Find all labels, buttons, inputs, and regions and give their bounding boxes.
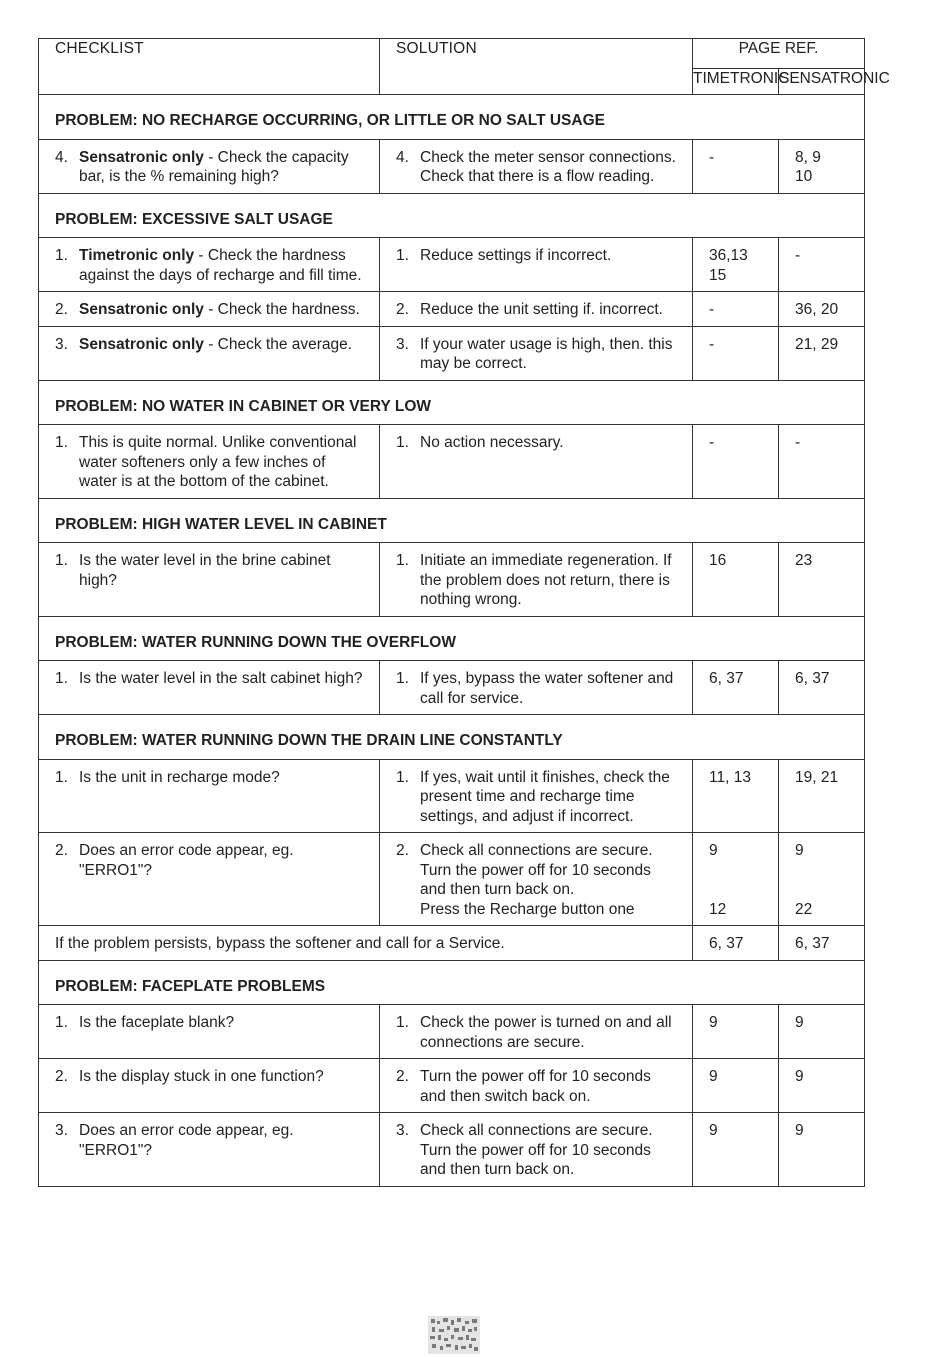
table-row (39, 292, 865, 327)
checklist-text (79, 768, 367, 788)
page-ref-value: 9 (795, 1068, 804, 1085)
section-heading-row (39, 95, 865, 140)
page-ref-value: 6, 37 (709, 670, 744, 687)
sensatronic-ref-cell (779, 238, 865, 292)
checklist-cell (39, 543, 380, 617)
solution-cell (380, 833, 693, 926)
page-ref-value: 23 (795, 552, 813, 569)
page-ref-value: 9 (795, 842, 804, 859)
sensatronic-ref-cell (779, 292, 865, 327)
item-number: 2. (55, 1068, 68, 1085)
sensatronic-ref-cell (779, 759, 865, 833)
section-title: PROBLEM: FACEPLATE PROBLEMS (39, 960, 865, 1005)
check-description: Is the display stuck in one function? (79, 1068, 324, 1085)
checklist-header: CHECKLIST (39, 39, 380, 95)
check-description: Is the faceplate blank? (79, 1014, 235, 1031)
page-ref-value: 16 (709, 552, 727, 569)
solution-line: Turn the power off for 10 seconds and then switch back on. (420, 1068, 651, 1105)
page-ref-value: 9 (709, 1014, 718, 1031)
timetronic-ref-cell (693, 292, 779, 327)
timetronic-ref-cell (693, 543, 779, 617)
check-description: Does an error code appear, eg. "ERRO1"? (79, 842, 294, 879)
timetronic-ref-cell (693, 833, 779, 926)
checklist-text (79, 335, 367, 355)
solution-cell (380, 139, 693, 193)
sensatronic-ref-cell (779, 543, 865, 617)
table-row (39, 425, 865, 499)
solution-line: Press the Recharge button one (420, 900, 635, 918)
ref-spacer (709, 861, 770, 900)
sensatronic-ref-cell (779, 661, 865, 715)
table-row (39, 1059, 865, 1113)
page-ref-value: 15 (709, 266, 727, 284)
item-number: 1. (55, 768, 68, 786)
section-title: PROBLEM: WATER RUNNING DOWN THE DRAIN LINE CONSTANTLY (39, 715, 865, 760)
solution-line: If yes, bypass the water softener and call for service. (420, 670, 674, 707)
item-number: 2. (396, 1068, 409, 1085)
checklist-cell (39, 759, 380, 833)
solution-cell (380, 1059, 693, 1113)
note-text: If the problem persists, bypass the softener and call for a Service. (39, 926, 693, 961)
model-qualifier: Sensatronic only (79, 148, 204, 166)
sensatronic-ref-cell (779, 139, 865, 193)
item-number: 2. (396, 842, 409, 859)
solution-line: Turn the power off for 10 seconds and then turn back on. (420, 861, 651, 898)
table-row (39, 326, 865, 380)
solution-line: Initiate an immediate regeneration. If the problem does not return, there is nothing wrong. (420, 552, 672, 608)
ref-spacer (795, 861, 856, 900)
solution-text (420, 300, 680, 320)
section-heading-row (39, 715, 865, 760)
solution-cell (380, 1113, 693, 1187)
sensatronic-ref-cell (779, 1005, 865, 1059)
troubleshooting-sheet (38, 38, 890, 1187)
page-ref-value: 19, 21 (795, 768, 839, 786)
checklist-text (79, 841, 367, 880)
solution-text (420, 246, 680, 266)
solution-cell (380, 292, 693, 327)
checklist-text (79, 1013, 367, 1033)
solution-text (420, 669, 680, 708)
section-title: PROBLEM: EXCESSIVE SALT USAGE (39, 193, 865, 238)
solution-line: Reduce the unit setting if. incorrect. (420, 301, 663, 318)
item-number: 1. (55, 670, 68, 687)
table-row (39, 661, 865, 715)
sensatronic-ref-cell (779, 1059, 865, 1113)
timetronic-ref-cell (693, 326, 779, 380)
item-number: 1. (396, 247, 409, 264)
section-heading-row (39, 380, 865, 425)
timetronic-ref-cell: 6, 37 (693, 926, 779, 961)
sensatronic-ref-cell (779, 425, 865, 499)
model-qualifier: Sensatronic only (79, 301, 204, 318)
checklist-text (79, 300, 367, 320)
section-title: PROBLEM: NO RECHARGE OCCURRING, OR LITTLE OR NO SALT USAGE (39, 95, 865, 140)
page-ref-value: - (709, 301, 715, 318)
table-row (39, 1113, 865, 1187)
checklist-cell (39, 1005, 380, 1059)
section-title: PROBLEM: HIGH WATER LEVEL IN CABINET (39, 498, 865, 543)
troubleshooting-table (38, 38, 890, 1187)
section-heading-row (39, 193, 865, 238)
page-number-stamp (428, 1316, 480, 1354)
solution-text (420, 433, 680, 453)
check-description: Does an error code appear, eg. "ERRO1"? (79, 1122, 294, 1159)
timetronic-ref-cell (693, 661, 779, 715)
page-ref-value: 10 (795, 168, 813, 185)
solution-text (420, 768, 680, 827)
solution-cell (380, 543, 693, 617)
model-qualifier: Timetronic only (79, 247, 195, 264)
table-row (39, 833, 865, 926)
page-ref-value: 12 (709, 900, 727, 918)
page-ref-value: 9 (709, 842, 718, 859)
solution-line: Check that there is a flow reading. (420, 168, 655, 185)
page-ref-value: - (709, 434, 715, 451)
solution-line: If yes, wait until it finishes, check the present time and recharge time settings, and adjust if incorrect. (420, 768, 670, 825)
check-description: - Check the average. (203, 335, 353, 353)
section-title: PROBLEM: NO WATER IN CABINET OR VERY LOW (39, 380, 865, 425)
item-number: 4. (55, 148, 68, 166)
timetronic-ref-cell (693, 139, 779, 193)
page-ref-value: 36, 20 (795, 301, 839, 318)
sensatronic-ref-cell (779, 1113, 865, 1187)
solution-line: No action necessary. (420, 434, 564, 451)
table-row (39, 543, 865, 617)
solution-cell (380, 425, 693, 499)
item-number: 2. (55, 842, 68, 859)
item-number: 2. (55, 301, 68, 318)
checklist-cell (39, 833, 380, 926)
check-description: - Check the hardness against the days of recharge and fill time. (79, 247, 362, 284)
checklist-cell (39, 425, 380, 499)
solution-text (420, 148, 680, 187)
timetronic-ref-cell (693, 759, 779, 833)
page-ref-value: 9 (709, 1122, 718, 1139)
checklist-text (79, 148, 367, 187)
item-number: 2. (396, 301, 409, 318)
item-number: 1. (396, 768, 409, 786)
section-title: PROBLEM: WATER RUNNING DOWN THE OVERFLOW (39, 616, 865, 661)
solution-cell (380, 661, 693, 715)
checklist-text (79, 433, 367, 492)
check-description: Is the water level in the brine cabinet high? (79, 552, 331, 589)
page-ref-value: - (795, 247, 801, 264)
table-row (39, 1005, 865, 1059)
page-ref-value: - (709, 148, 715, 166)
solution-text (420, 551, 680, 610)
checklist-text (79, 246, 367, 285)
solution-line: Check the meter sensor connections. (420, 148, 676, 166)
solution-line: Check all connections are secure. (420, 842, 653, 859)
check-description: Is the water level in the salt cabinet high? (79, 670, 363, 687)
item-number: 3. (55, 335, 68, 353)
checklist-cell (39, 238, 380, 292)
item-number: 1. (55, 434, 68, 451)
page-ref-header: PAGE REF. (693, 39, 865, 69)
checklist-cell (39, 326, 380, 380)
page-ref-value: 22 (795, 900, 813, 918)
checklist-cell (39, 292, 380, 327)
page-ref-value: 9 (709, 1068, 718, 1085)
item-number: 1. (396, 1014, 409, 1031)
checklist-text (79, 669, 367, 689)
page-ref-value: 9 (795, 1122, 804, 1139)
checklist-text (79, 551, 367, 590)
solution-cell (380, 326, 693, 380)
solution-text (420, 335, 680, 374)
item-number: 4. (396, 148, 409, 166)
section-heading-row (39, 616, 865, 661)
solution-text (420, 1067, 680, 1106)
item-number: 1. (396, 552, 409, 569)
page-ref-value: 8, 9 (795, 148, 821, 166)
section-heading-row (39, 498, 865, 543)
check-description: This is quite normal. Unlike conventional water softeners only a few inches of water is at the bottom of the cabinet. (79, 434, 357, 490)
item-number: 1. (55, 552, 68, 569)
item-number: 1. (396, 434, 409, 451)
table-row (39, 759, 865, 833)
solution-line: Turn the power off for 10 seconds and then turn back on. (420, 1141, 651, 1178)
item-number: 1. (55, 247, 68, 264)
checklist-text (79, 1121, 367, 1160)
timetronic-ref-cell (693, 425, 779, 499)
solution-line: Check all connections are secure. (420, 1122, 653, 1139)
sensatronic-header: SENSATRONIC (779, 68, 865, 94)
section-heading-row (39, 960, 865, 1005)
header-row (39, 39, 865, 69)
item-number: 1. (396, 670, 409, 687)
solution-cell (380, 1005, 693, 1059)
sensatronic-ref-cell (779, 833, 865, 926)
item-number: 3. (396, 1122, 409, 1139)
checklist-cell (39, 1113, 380, 1187)
page-ref-value: 36,13 (709, 247, 748, 264)
item-number: 3. (396, 335, 409, 353)
solution-header: SOLUTION (380, 39, 693, 95)
timetronic-ref-cell (693, 1059, 779, 1113)
page-ref-value: - (795, 434, 801, 451)
solution-line: Check the power is turned on and all connections are secure. (420, 1014, 672, 1051)
solution-text (420, 1121, 680, 1180)
timetronic-header: TIMETRONIC (693, 68, 779, 94)
solution-cell (380, 238, 693, 292)
solution-text (420, 1013, 680, 1052)
timetronic-ref-cell (693, 238, 779, 292)
checklist-cell (39, 1059, 380, 1113)
note-row (39, 926, 865, 961)
solution-cell (380, 759, 693, 833)
solution-line: Reduce settings if incorrect. (420, 247, 612, 264)
check-description: - Check the capacity bar, is the % remaining high? (79, 148, 349, 185)
timetronic-ref-cell (693, 1113, 779, 1187)
checklist-text (79, 1067, 367, 1087)
model-qualifier: Sensatronic only (79, 335, 204, 353)
item-number: 1. (55, 1014, 68, 1031)
page-ref-value: - (709, 335, 715, 353)
solution-text (420, 841, 680, 919)
page-ref-value: 9 (795, 1014, 804, 1031)
check-description: - Check the hardness. (203, 301, 360, 318)
check-description: Is the unit in recharge mode? (79, 768, 280, 786)
checklist-cell (39, 139, 380, 193)
table-row (39, 139, 865, 193)
timetronic-ref-cell (693, 1005, 779, 1059)
sensatronic-ref-cell: 6, 37 (779, 926, 865, 961)
table-row (39, 238, 865, 292)
checklist-cell (39, 661, 380, 715)
page-ref-value: 11, 13 (709, 768, 751, 786)
page-ref-value: 6, 37 (795, 670, 830, 687)
solution-line: If your water usage is high, then. this may be correct. (420, 335, 673, 372)
sensatronic-ref-cell (779, 326, 865, 380)
page-ref-value: 21, 29 (795, 335, 839, 353)
item-number: 3. (55, 1122, 68, 1139)
